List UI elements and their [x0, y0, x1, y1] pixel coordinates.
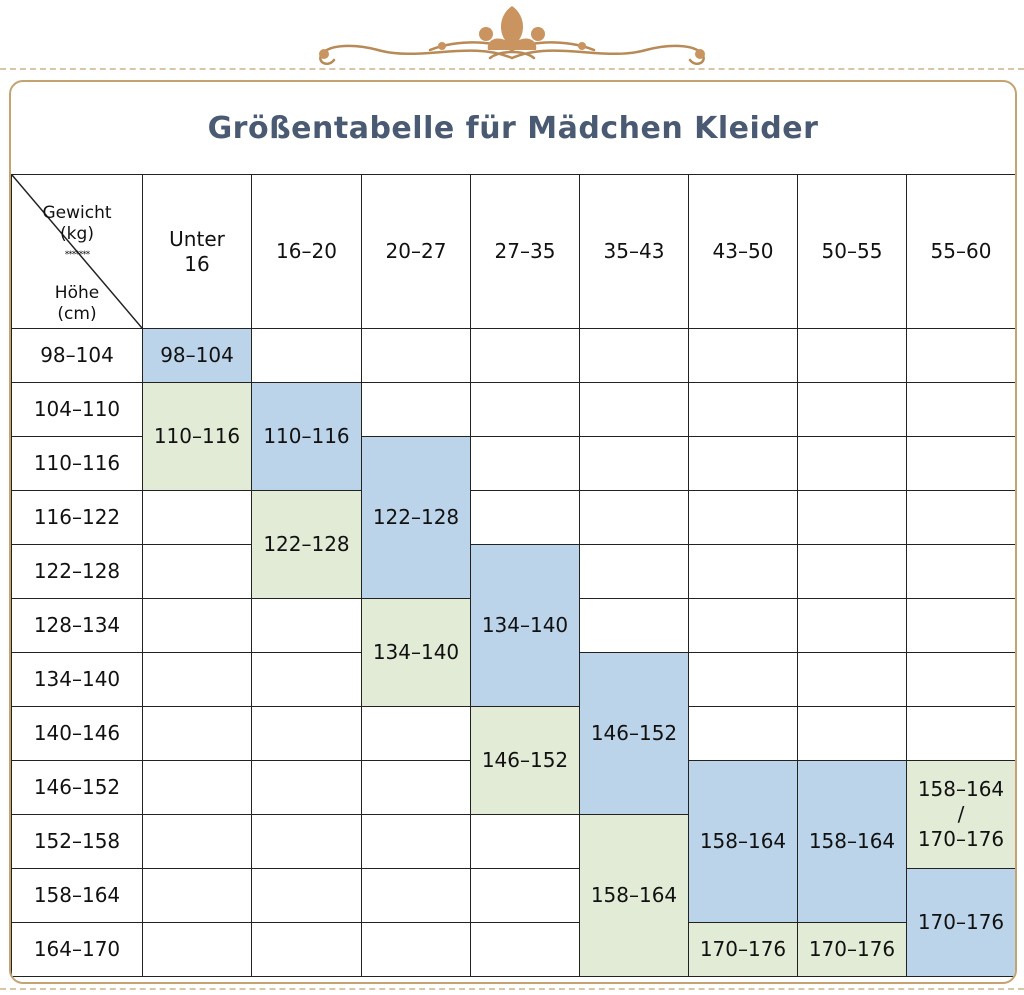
empty-cell — [907, 491, 1016, 545]
empty-cell — [689, 383, 798, 437]
empty-cell — [252, 761, 362, 815]
empty-cell — [689, 707, 798, 761]
size-cell: 110–116 — [143, 383, 252, 491]
empty-cell — [580, 383, 689, 437]
empty-cell — [143, 761, 252, 815]
empty-cell — [471, 923, 580, 977]
empty-cell — [580, 329, 689, 383]
empty-cell — [798, 383, 907, 437]
empty-cell — [252, 599, 362, 653]
table-row — [12, 383, 1016, 437]
empty-cell — [143, 869, 252, 923]
bottom-dashed-line — [0, 988, 1024, 990]
row-header: 110–116 — [12, 437, 143, 491]
empty-cell — [580, 491, 689, 545]
table-row — [12, 329, 1016, 383]
empty-cell — [362, 383, 471, 437]
empty-cell — [798, 437, 907, 491]
empty-cell — [580, 437, 689, 491]
empty-cell — [362, 923, 471, 977]
size-cell: 170–176 — [798, 923, 907, 977]
size-cell: 158–164 — [580, 815, 689, 977]
size-table — [11, 174, 1016, 977]
empty-cell — [143, 599, 252, 653]
row-header: 104–110 — [12, 383, 143, 437]
size-cell: 170–176 — [907, 869, 1016, 977]
empty-cell — [252, 815, 362, 869]
empty-cell — [689, 599, 798, 653]
empty-cell — [471, 491, 580, 545]
size-cell-line: 170–176 — [917, 827, 1005, 851]
table-row — [12, 923, 1016, 977]
size-cell-slash: / — [957, 802, 965, 826]
column-header: 50–55 — [798, 175, 907, 329]
empty-cell — [798, 653, 907, 707]
row-header: 116–122 — [12, 491, 143, 545]
empty-cell — [798, 491, 907, 545]
empty-cell — [252, 923, 362, 977]
row-header: 140–146 — [12, 707, 143, 761]
empty-cell — [689, 653, 798, 707]
row-header: 122–128 — [12, 545, 143, 599]
row-header: 98–104 — [12, 329, 143, 383]
empty-cell — [798, 329, 907, 383]
empty-cell — [362, 761, 471, 815]
empty-cell — [907, 329, 1016, 383]
empty-cell — [907, 707, 1016, 761]
chart-title: Größentabelle für Mädchen Kleider — [207, 110, 819, 146]
empty-cell — [143, 545, 252, 599]
size-cell: 98–104 — [143, 329, 252, 383]
size-cell: 158–164 — [798, 761, 907, 923]
corner-separator: ******* — [64, 250, 90, 260]
empty-cell — [143, 923, 252, 977]
empty-cell — [907, 437, 1016, 491]
size-cell: 122–128 — [362, 437, 471, 599]
empty-cell — [471, 869, 580, 923]
weight-label-block — [12, 203, 142, 246]
size-cell: 122–128 — [252, 491, 362, 599]
table-row — [12, 545, 1016, 599]
size-cell: 134–140 — [471, 545, 580, 707]
empty-cell — [362, 869, 471, 923]
empty-cell — [798, 707, 907, 761]
size-cell: 110–116 — [252, 383, 362, 491]
size-chart-card — [9, 80, 1017, 984]
row-header: 146–152 — [12, 761, 143, 815]
empty-cell — [689, 545, 798, 599]
empty-cell — [252, 653, 362, 707]
empty-cell — [798, 599, 907, 653]
empty-cell — [471, 437, 580, 491]
empty-cell — [252, 869, 362, 923]
column-header-line1: Unter — [169, 226, 225, 251]
column-header: 35–43 — [580, 175, 689, 329]
row-header: 128–134 — [12, 599, 143, 653]
empty-cell — [471, 383, 580, 437]
column-header: 27–35 — [471, 175, 580, 329]
empty-cell — [689, 329, 798, 383]
empty-cell — [907, 545, 1016, 599]
size-cell: 146–152 — [471, 707, 580, 815]
empty-cell — [362, 815, 471, 869]
empty-cell — [580, 545, 689, 599]
row-header: 152–158 — [12, 815, 143, 869]
column-header-line2: 16 — [184, 251, 210, 276]
empty-cell — [143, 653, 252, 707]
table-row — [12, 491, 1016, 545]
height-label-block — [12, 283, 142, 326]
empty-cell — [907, 653, 1016, 707]
header-row — [12, 175, 1016, 329]
empty-cell — [471, 815, 580, 869]
empty-cell — [471, 329, 580, 383]
empty-cell — [362, 707, 471, 761]
column-header: 20–27 — [362, 175, 471, 329]
empty-cell — [798, 545, 907, 599]
size-cell: 146–152 — [580, 653, 689, 815]
decorative-ornament — [300, 0, 724, 74]
size-cell-line: 158–164 — [917, 777, 1005, 801]
size-cell-dual — [907, 761, 1016, 869]
column-header: 55–60 — [907, 175, 1016, 329]
empty-cell — [252, 329, 362, 383]
empty-cell — [362, 329, 471, 383]
row-header: 134–140 — [12, 653, 143, 707]
empty-cell — [907, 383, 1016, 437]
weight-label: Gewicht — [42, 203, 112, 223]
empty-cell — [143, 707, 252, 761]
table-row — [12, 707, 1016, 761]
top-dashed-line — [0, 68, 1024, 70]
column-header — [143, 175, 252, 329]
size-cell: 158–164 — [689, 761, 798, 923]
empty-cell — [689, 491, 798, 545]
column-header: 16–20 — [252, 175, 362, 329]
size-cell: 170–176 — [689, 923, 798, 977]
height-unit: (cm) — [57, 304, 97, 325]
row-header: 164–170 — [12, 923, 143, 977]
empty-cell — [252, 707, 362, 761]
size-cell: 134–140 — [362, 599, 471, 707]
empty-cell — [143, 491, 252, 545]
empty-cell — [143, 815, 252, 869]
height-label: Höhe — [54, 283, 100, 303]
column-header: 43–50 — [689, 175, 798, 329]
empty-cell — [580, 599, 689, 653]
weight-unit: (kg) — [60, 224, 94, 245]
corner-cell — [12, 175, 143, 329]
empty-cell — [689, 437, 798, 491]
row-header: 158–164 — [12, 869, 143, 923]
empty-cell — [907, 599, 1016, 653]
